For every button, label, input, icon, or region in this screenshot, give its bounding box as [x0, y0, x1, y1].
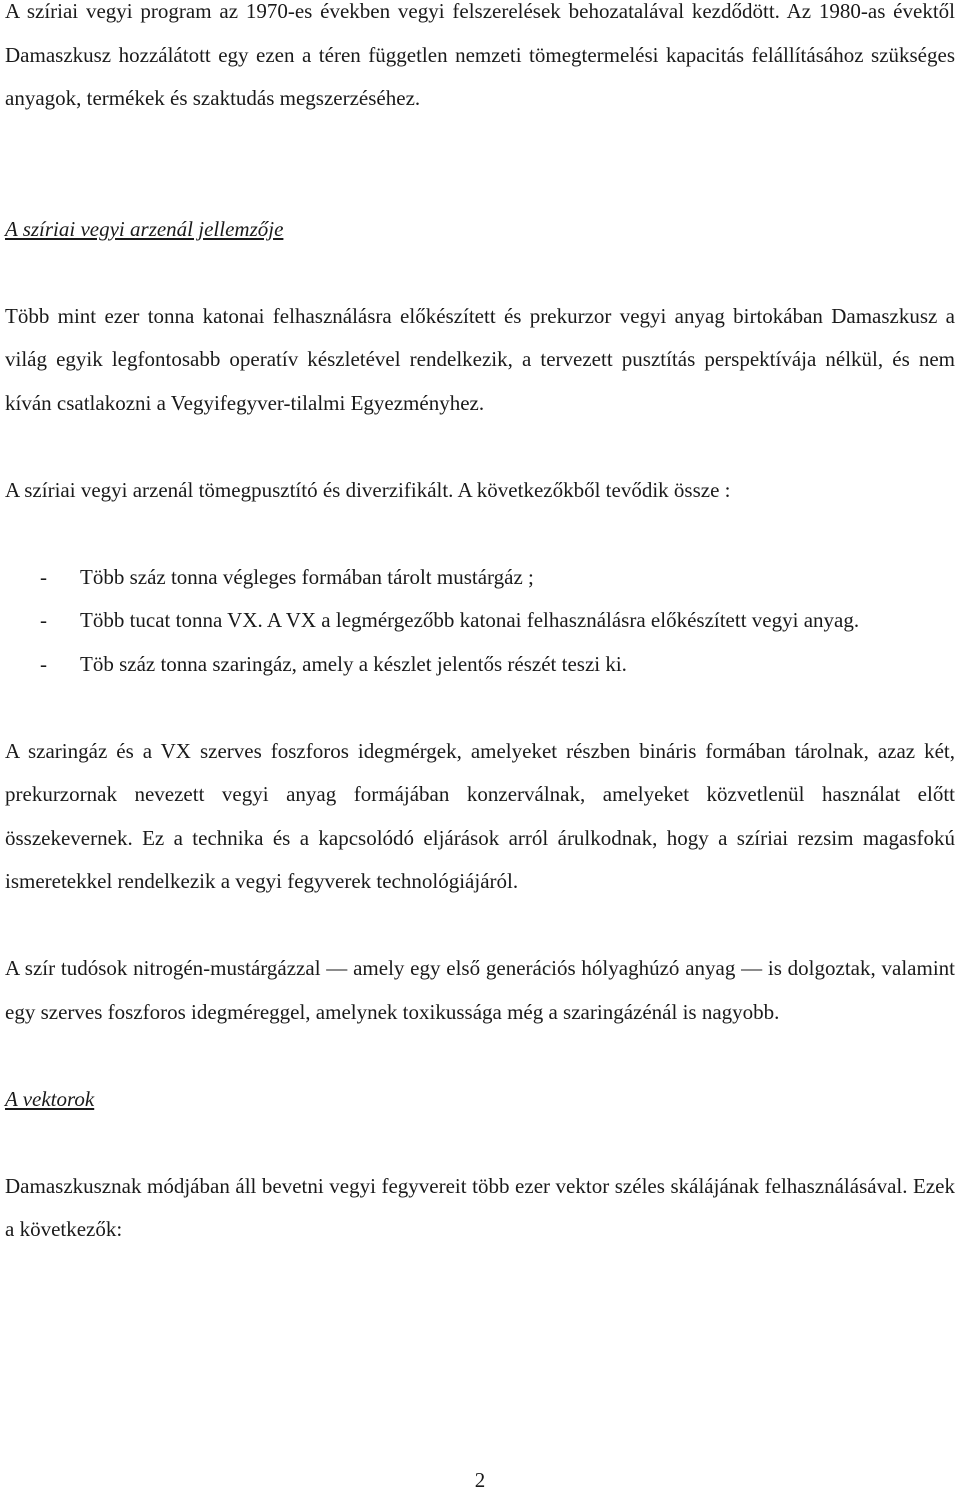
arsenal-paragraph-2: A szíriai vegyi arzenál tömegpusztító és diverzifikált. A következőkből tevődik össze :: [5, 477, 731, 502]
spacer: [5, 686, 955, 730]
list-item-text: Több száz tonna végleges formában tárolt mustárgáz ;: [80, 564, 534, 589]
spacer: [5, 1034, 955, 1078]
list-item: [5, 556, 955, 600]
spacer: [5, 425, 955, 469]
section-heading-vectors: A vektorok: [5, 1086, 95, 1111]
arsenal-paragraph-1: Több mint ezer tonna katonai felhasználásra előkészített és prekurzor vegyi anyag birtokában Damaszkusz a világ egyik legfontosabb operatív készletével rendelkezik, a tervezett pusztítás perspektívája nélkül, és nem kíván csatlakozni a Vegyifegyver-tilalmi Egyezményhez.: [5, 303, 955, 415]
list-item-text: Több tucat tonna VX. A VX a legmérgezőbb katonai felhasználásra előkészített vegyi anyag.: [80, 608, 860, 632]
spacer: [5, 904, 955, 948]
intro-paragraph: A szíriai vegyi program az 1970-es években vegyi felszerelések behozatalával kezdődött. Az 1980-as évektől Damaszkusz hozzálátott egy ezen a téren független nemzeti tömegtermelési kapacitás felállításához szükséges anyagok, termékek és szaktudás megszerzéséhez.: [5, 0, 955, 110]
bullet-dash: -: [40, 651, 47, 676]
arsenal-paragraph-3: A szaringáz és a VX szerves foszforos idegmérgek, amelyeket részben bináris formában tárolnak, azaz két, prekurzornak nevezett vegyi anyag formájában konzerválnak, amelyeket közvetlenül használat előtt összekevernek. Ez a technika és a kapcsolódó eljárások arról árulkodnak, hogy a szíriai rezsim magasfokú ismeretekkel rendelkezik a vegyi fegyverek technológiájáról.: [5, 738, 955, 893]
spacer: [5, 121, 955, 208]
page-number: 2: [474, 1468, 486, 1492]
spacer: [5, 512, 955, 556]
list-item: [5, 599, 955, 643]
spacer: [5, 251, 955, 295]
list-item: [5, 643, 955, 687]
vectors-paragraph-1: Damaszkusznak módjában áll bevetni vegyi fegyvereit több ezer vektor széles skálájának felhasználásával. Ezek a következők:: [5, 1173, 955, 1241]
arsenal-bullet-list: [5, 556, 955, 687]
document-page: [5, 0, 955, 1252]
list-item-text: Töb száz tonna szaringáz, amely a készlet jelentős részét teszi ki.: [80, 651, 627, 676]
spacer: [5, 1121, 955, 1165]
section-heading-arsenal: A szíriai vegyi arzenál jellemzője: [5, 216, 284, 241]
bullet-dash: -: [40, 564, 47, 589]
arsenal-paragraph-4: A szír tudósok nitrogén-mustárgázzal — amely egy első generációs hólyaghúzó anyag — is dolgoztak, valamint egy szerves foszforos idegméreggel, amelynek toxikussága még a szaringázénál is nagyobb.: [5, 956, 955, 1024]
bullet-dash: -: [40, 608, 47, 632]
